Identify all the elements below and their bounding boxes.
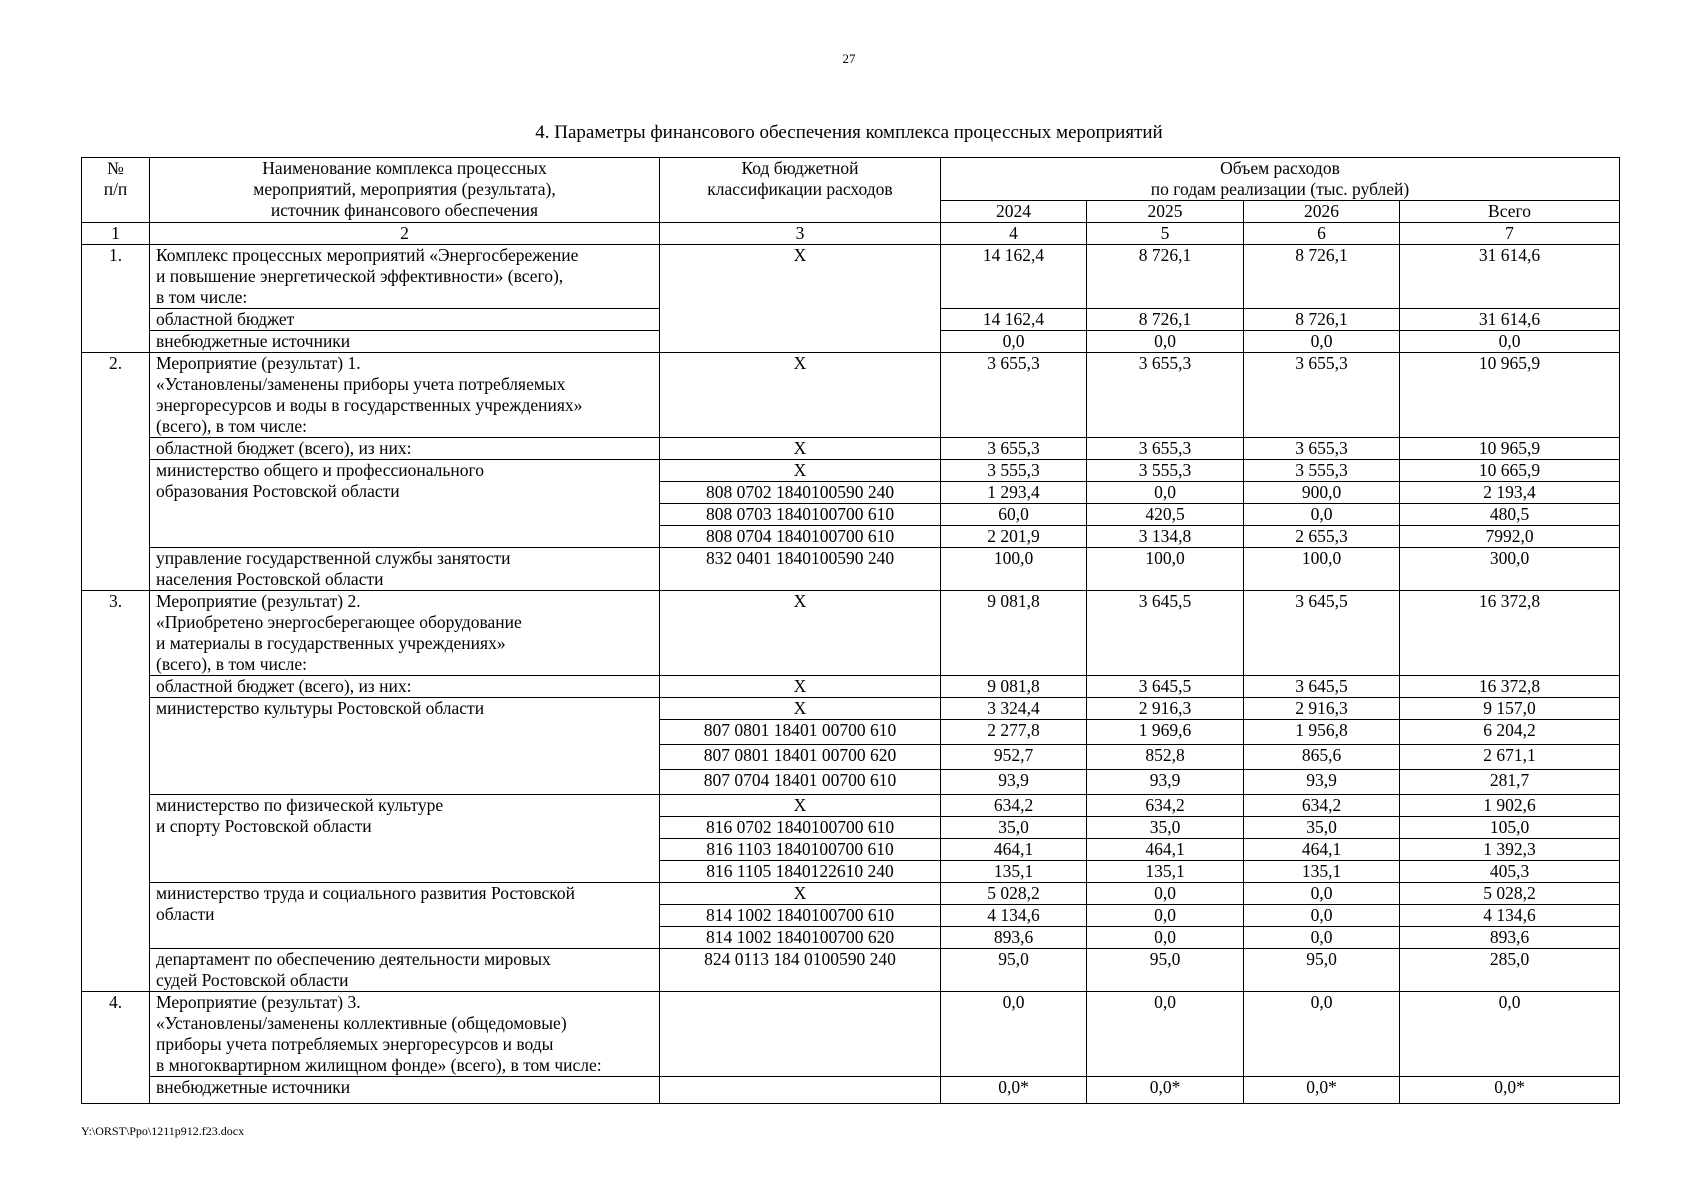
value-2024-cell: 9 081,8	[941, 591, 1087, 676]
value-total-cell: 16 372,8	[1400, 591, 1620, 676]
table-row	[82, 245, 1620, 309]
value-2024-cell: 0,0	[941, 992, 1087, 1077]
row-number-cell: 2.	[82, 353, 150, 591]
value-2025-cell: 3 655,3	[1087, 353, 1244, 438]
value-2025-cell: 0,0*	[1087, 1077, 1244, 1104]
header-no: № п/п	[82, 158, 150, 223]
budget-code-cell: 808 0704 1840100700 610	[660, 526, 941, 548]
value-2026-cell: 0,0	[1244, 992, 1400, 1077]
value-2024-cell: 893,6	[941, 927, 1087, 949]
header-total: Всего	[1400, 201, 1620, 223]
value-2025-cell: 0,0	[1087, 331, 1244, 353]
value-2025-cell: 0,0	[1087, 482, 1244, 504]
value-total-cell: 0,0	[1400, 331, 1620, 353]
numbering-cell: 6	[1244, 223, 1400, 245]
value-total-cell: 10 965,9	[1400, 438, 1620, 460]
value-total-cell: 405,3	[1400, 861, 1620, 883]
budget-code-cell: 808 0703 1840100700 610	[660, 504, 941, 526]
name-cell: Мероприятие (результат) 1. «Установлены/заменены приборы учета потребляемых энергоресурсов и воды в государственных учреждениях» (всего), в том числе:	[150, 353, 660, 438]
value-2025-cell: 464,1	[1087, 839, 1244, 861]
value-2026-cell: 35,0	[1244, 817, 1400, 839]
name-cell: областной бюджет	[150, 309, 660, 331]
value-2025-cell: 35,0	[1087, 817, 1244, 839]
value-2026-cell: 3 655,3	[1244, 353, 1400, 438]
name-cell: Мероприятие (результат) 2. «Приобретено энергосберегающее оборудование и материалы в государственных учреждениях» (всего), в том числе:	[150, 591, 660, 676]
value-total-cell: 480,5	[1400, 504, 1620, 526]
name-cell: областной бюджет (всего), из них:	[150, 438, 660, 460]
value-2026-cell: 3 645,5	[1244, 591, 1400, 676]
value-2025-cell: 1 969,6	[1087, 720, 1244, 745]
value-2025-cell: 8 726,1	[1087, 309, 1244, 331]
table-row	[82, 353, 1620, 438]
table-row	[82, 548, 1620, 591]
name-cell: областной бюджет (всего), из них:	[150, 676, 660, 698]
value-2026-cell: 3 645,5	[1244, 676, 1400, 698]
value-total-cell: 105,0	[1400, 817, 1620, 839]
table-row	[82, 591, 1620, 676]
row-number-cell: 3.	[82, 591, 150, 992]
budget-code-cell: 807 0801 18401 00700 610	[660, 720, 941, 745]
numbering-cell: 4	[941, 223, 1087, 245]
budget-code-cell: Х	[660, 676, 941, 698]
table-row	[82, 460, 1620, 482]
table-row	[82, 676, 1620, 698]
budget-code-cell: 816 1105 1840122610 240	[660, 861, 941, 883]
header-year-2024: 2024	[941, 201, 1087, 223]
value-2024-cell: 0,0	[941, 331, 1087, 353]
value-total-cell: 281,7	[1400, 770, 1620, 795]
value-2026-cell: 865,6	[1244, 745, 1400, 770]
value-total-cell: 16 372,8	[1400, 676, 1620, 698]
value-2025-cell: 634,2	[1087, 795, 1244, 817]
value-2024-cell: 1 293,4	[941, 482, 1087, 504]
value-2026-cell: 0,0	[1244, 331, 1400, 353]
value-total-cell: 0,0	[1400, 992, 1620, 1077]
value-2025-cell: 135,1	[1087, 861, 1244, 883]
budget-code-cell: 807 0704 18401 00700 610	[660, 770, 941, 795]
value-2024-cell: 5 028,2	[941, 883, 1087, 905]
value-2025-cell: 3 655,3	[1087, 438, 1244, 460]
value-2026-cell: 3 555,3	[1244, 460, 1400, 482]
numbering-cell: 2	[150, 223, 660, 245]
value-2026-cell: 2 916,3	[1244, 698, 1400, 720]
value-total-cell: 2 193,4	[1400, 482, 1620, 504]
value-total-cell: 6 204,2	[1400, 720, 1620, 745]
value-2026-cell: 0,0	[1244, 883, 1400, 905]
budget-code-cell: 816 1103 1840100700 610	[660, 839, 941, 861]
table-row	[82, 949, 1620, 992]
value-2025-cell: 0,0	[1087, 927, 1244, 949]
name-cell: министерство по физической культуре и спорту Ростовской области	[150, 795, 660, 883]
value-2024-cell: 3 655,3	[941, 353, 1087, 438]
value-2026-cell: 8 726,1	[1244, 245, 1400, 309]
value-2025-cell: 420,5	[1087, 504, 1244, 526]
header-year-2025: 2025	[1087, 201, 1244, 223]
value-2024-cell: 464,1	[941, 839, 1087, 861]
value-2025-cell: 93,9	[1087, 770, 1244, 795]
value-2026-cell: 0,0*	[1244, 1077, 1400, 1104]
value-total-cell: 4 134,6	[1400, 905, 1620, 927]
value-2025-cell: 852,8	[1087, 745, 1244, 770]
value-2026-cell: 0,0	[1244, 905, 1400, 927]
header-name: Наименование комплекса процессных мероприятий, мероприятия (результата), источник финансового обеспечения	[150, 158, 660, 223]
value-2024-cell: 60,0	[941, 504, 1087, 526]
value-2026-cell: 100,0	[1244, 548, 1400, 591]
table-row	[82, 992, 1620, 1077]
value-2026-cell: 135,1	[1244, 861, 1400, 883]
value-total-cell: 1 392,3	[1400, 839, 1620, 861]
value-total-cell: 31 614,6	[1400, 245, 1620, 309]
value-2026-cell: 8 726,1	[1244, 309, 1400, 331]
name-cell: Комплекс процессных мероприятий «Энергосбережение и повышение энергетической эффективности» (всего), в том числе:	[150, 245, 660, 309]
value-2024-cell: 135,1	[941, 861, 1087, 883]
value-total-cell: 300,0	[1400, 548, 1620, 591]
value-total-cell: 10 965,9	[1400, 353, 1620, 438]
value-total-cell: 0,0*	[1400, 1077, 1620, 1104]
value-2024-cell: 2 277,8	[941, 720, 1087, 745]
value-2026-cell: 464,1	[1244, 839, 1400, 861]
value-2024-cell: 14 162,4	[941, 309, 1087, 331]
value-2025-cell: 100,0	[1087, 548, 1244, 591]
value-total-cell: 7992,0	[1400, 526, 1620, 548]
header-year-2026: 2026	[1244, 201, 1400, 223]
value-2026-cell: 0,0	[1244, 927, 1400, 949]
value-2024-cell: 952,7	[941, 745, 1087, 770]
value-2024-cell: 3 555,3	[941, 460, 1087, 482]
value-2026-cell: 3 655,3	[1244, 438, 1400, 460]
header-code: Код бюджетной классификации расходов	[660, 158, 941, 223]
name-cell: министерство общего и профессионального образования Ростовской области	[150, 460, 660, 548]
budget-code-cell	[660, 1077, 941, 1104]
value-2025-cell: 3 555,3	[1087, 460, 1244, 482]
name-cell: управление государственной службы занятости населения Ростовской области	[150, 548, 660, 591]
value-2024-cell: 14 162,4	[941, 245, 1087, 309]
value-2025-cell: 2 916,3	[1087, 698, 1244, 720]
budget-code-cell: 814 1002 1840100700 620	[660, 927, 941, 949]
table-row	[82, 883, 1620, 905]
value-2025-cell: 3 645,5	[1087, 676, 1244, 698]
budget-code-cell: 824 0113 184 0100590 240	[660, 949, 941, 992]
name-cell: департамент по обеспечению деятельности мировых судей Ростовской области	[150, 949, 660, 992]
value-2024-cell: 3 655,3	[941, 438, 1087, 460]
value-total-cell: 2 671,1	[1400, 745, 1620, 770]
value-2026-cell: 93,9	[1244, 770, 1400, 795]
value-2025-cell: 0,0	[1087, 883, 1244, 905]
budget-code-cell: Х	[660, 795, 941, 817]
value-total-cell: 5 028,2	[1400, 883, 1620, 905]
row-number-cell: 4.	[82, 992, 150, 1104]
value-2024-cell: 95,0	[941, 949, 1087, 992]
budget-code-cell: Х	[660, 460, 941, 482]
value-2024-cell: 0,0*	[941, 1077, 1087, 1104]
value-2025-cell: 3 134,8	[1087, 526, 1244, 548]
budget-code-cell: Х	[660, 353, 941, 438]
value-2024-cell: 3 324,4	[941, 698, 1087, 720]
budget-code-cell: Х	[660, 883, 941, 905]
value-total-cell: 893,6	[1400, 927, 1620, 949]
value-2026-cell: 900,0	[1244, 482, 1400, 504]
financing-table	[81, 157, 1620, 1104]
value-2024-cell: 634,2	[941, 795, 1087, 817]
value-2025-cell: 3 645,5	[1087, 591, 1244, 676]
budget-code-cell: 816 0702 1840100700 610	[660, 817, 941, 839]
name-cell: Мероприятие (результат) 3. «Установлены/заменены коллективные (общедомовые) приборы учета потребляемых энергоресурсов и воды в многоквартирном жилищном фонде» (всего), в том числе:	[150, 992, 660, 1077]
budget-code-cell: 832 0401 1840100590 240	[660, 548, 941, 591]
value-2026-cell: 0,0	[1244, 504, 1400, 526]
table-row	[82, 795, 1620, 817]
value-total-cell: 10 665,9	[1400, 460, 1620, 482]
name-cell: министерство культуры Ростовской области	[150, 698, 660, 795]
value-2026-cell: 634,2	[1244, 795, 1400, 817]
footer-file-path: Y:\ORST\Ppo\1211p912.f23.docx	[81, 1124, 245, 1138]
value-2024-cell: 35,0	[941, 817, 1087, 839]
budget-code-cell: 808 0702 1840100590 240	[660, 482, 941, 504]
table-row	[82, 698, 1620, 720]
value-total-cell: 31 614,6	[1400, 309, 1620, 331]
header-volume: Объем расходов по годам реализации (тыс. рублей)	[941, 158, 1620, 201]
budget-code-cell: Х	[660, 438, 941, 460]
document-title: 4. Параметры финансового обеспечения комплекса процессных мероприятий	[535, 122, 1163, 143]
numbering-cell: 7	[1400, 223, 1620, 245]
value-2024-cell: 9 081,8	[941, 676, 1087, 698]
value-2024-cell: 100,0	[941, 548, 1087, 591]
budget-code-cell: 814 1002 1840100700 610	[660, 905, 941, 927]
value-2024-cell: 4 134,6	[941, 905, 1087, 927]
table-row	[82, 1077, 1620, 1104]
value-2025-cell: 0,0	[1087, 905, 1244, 927]
value-2026-cell: 95,0	[1244, 949, 1400, 992]
budget-code-cell: Х	[660, 245, 941, 353]
row-number-cell: 1.	[82, 245, 150, 353]
value-2024-cell: 2 201,9	[941, 526, 1087, 548]
value-2026-cell: 1 956,8	[1244, 720, 1400, 745]
value-2026-cell: 2 655,3	[1244, 526, 1400, 548]
value-total-cell: 1 902,6	[1400, 795, 1620, 817]
numbering-cell: 1	[82, 223, 150, 245]
header-numbering-row	[82, 223, 1620, 245]
numbering-cell: 5	[1087, 223, 1244, 245]
value-2024-cell: 93,9	[941, 770, 1087, 795]
budget-code-cell: 807 0801 18401 00700 620	[660, 745, 941, 770]
page-number: 27	[842, 51, 856, 66]
value-2025-cell: 8 726,1	[1087, 245, 1244, 309]
budget-code-cell: Х	[660, 591, 941, 676]
budget-code-cell: Х	[660, 698, 941, 720]
table-row	[82, 438, 1620, 460]
value-total-cell: 285,0	[1400, 949, 1620, 992]
budget-code-cell	[660, 992, 941, 1077]
name-cell: министерство труда и социального развития Ростовской области	[150, 883, 660, 949]
name-cell: внебюджетные источники	[150, 1077, 660, 1104]
value-2025-cell: 0,0	[1087, 992, 1244, 1077]
value-2025-cell: 95,0	[1087, 949, 1244, 992]
value-total-cell: 9 157,0	[1400, 698, 1620, 720]
numbering-cell: 3	[660, 223, 941, 245]
name-cell: внебюджетные источники	[150, 331, 660, 353]
